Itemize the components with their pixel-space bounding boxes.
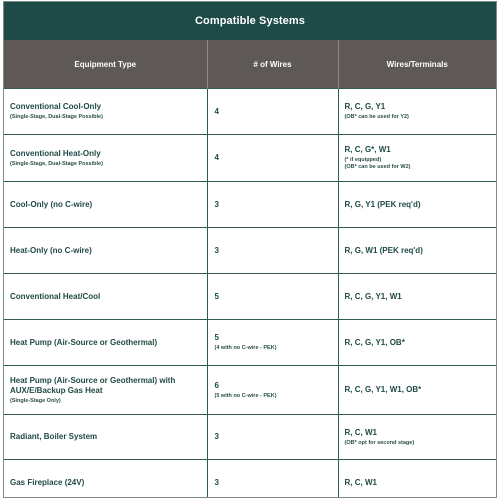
terminals-cell-note: (OB* can be used for W2) bbox=[344, 164, 411, 170]
header-row bbox=[4, 40, 496, 89]
equipment-type-cell bbox=[4, 460, 207, 499]
table-row bbox=[4, 89, 496, 135]
equipment-type-cell-note: (Single-Stage, Dual-Stage Possible) bbox=[10, 114, 103, 121]
terminals-cell-value: R, C, W1 bbox=[344, 427, 377, 437]
wire-count-cell-note: (4 with no C-wire - PEK) bbox=[214, 345, 277, 352]
equipment-type-cell bbox=[4, 366, 207, 415]
equipment-type-cell-value: Heat Pump (Air-Source or Geothermal) bbox=[10, 337, 158, 347]
table-row bbox=[4, 415, 496, 460]
wire-count-cell-value: 4 bbox=[214, 153, 219, 162]
equipment-type-cell bbox=[4, 415, 207, 460]
terminals-cell bbox=[338, 415, 496, 460]
table-row bbox=[4, 274, 496, 320]
equipment-type-cell bbox=[4, 320, 207, 366]
wire-count-cell-value: 5 bbox=[214, 333, 219, 343]
compatible-systems-table bbox=[4, 40, 496, 498]
terminals-cell-note: (OB* can be used for Y2) bbox=[344, 114, 409, 121]
terminals-cell-value: R, C, G*, W1 bbox=[344, 145, 391, 155]
terminals-cell-value: R, C, G, Y1, W1, OB* bbox=[344, 385, 422, 394]
terminals-cell bbox=[338, 228, 496, 274]
header-wires-terminals: Wires/Terminals bbox=[338, 40, 496, 89]
terminals-cell-value: R, G, W1 (PEK req'd) bbox=[344, 245, 423, 255]
table-row bbox=[4, 228, 496, 274]
table-row bbox=[4, 366, 496, 415]
header-equipment-type: Equipment Type bbox=[4, 40, 207, 89]
wire-count-cell-value: 3 bbox=[214, 477, 219, 487]
wire-count-cell-value: 4 bbox=[214, 106, 219, 116]
terminals-cell-value: R, C, G, Y1, W1 bbox=[344, 291, 402, 301]
wire-count-cell-value: 3 bbox=[214, 199, 219, 209]
wire-count-cell-value: 6 bbox=[214, 380, 219, 390]
equipment-type-cell bbox=[4, 274, 207, 320]
table-row bbox=[4, 460, 496, 499]
wire-count-cell bbox=[207, 182, 338, 228]
equipment-type-cell bbox=[4, 89, 207, 135]
terminals-cell-value: R, C, G, Y1, OB* bbox=[344, 337, 405, 347]
equipment-type-cell-value: Cool-Only (no C-wire) bbox=[10, 199, 93, 209]
wire-count-cell-note: (5 with no C-wire - PEK) bbox=[214, 392, 277, 399]
equipment-type-cell-value: Conventional Heat/Cool bbox=[10, 291, 101, 301]
header-num-wires: # of Wires bbox=[207, 40, 338, 89]
wire-count-cell bbox=[207, 320, 338, 366]
terminals-cell-note: (OB* opt for second stage) bbox=[344, 439, 415, 446]
wire-count-cell bbox=[207, 228, 338, 274]
equipment-type-cell-value: Gas Fireplace (24V) bbox=[10, 477, 85, 487]
wire-count-cell-value: 5 bbox=[214, 291, 219, 301]
terminals-cell bbox=[338, 182, 496, 228]
equipment-type-cell-value: Conventional Cool-Only bbox=[10, 102, 102, 112]
terminals-cell-value: R, C, G, Y1 bbox=[344, 102, 386, 112]
wire-count-cell bbox=[207, 89, 338, 135]
terminals-cell bbox=[338, 366, 496, 415]
terminals-cell bbox=[338, 274, 496, 320]
wire-count-cell bbox=[207, 274, 338, 320]
equipment-type-cell-value: Heat-Only (no C-wire) bbox=[10, 245, 92, 255]
compatible-systems-table-container bbox=[3, 1, 497, 498]
equipment-type-cell-note: (Single-Stage Only) bbox=[10, 397, 61, 404]
terminals-cell bbox=[338, 320, 496, 366]
wire-count-cell bbox=[207, 135, 338, 182]
table-row bbox=[4, 135, 496, 182]
terminals-cell-value: R, C, W1 bbox=[344, 477, 377, 487]
wire-count-cell bbox=[207, 415, 338, 460]
terminals-cell bbox=[338, 135, 496, 182]
table-title: Compatible Systems bbox=[4, 2, 496, 40]
equipment-type-cell bbox=[4, 135, 207, 182]
equipment-type-cell-value: Radiant, Boiler System bbox=[10, 432, 98, 441]
terminals-cell-note: (* if equipped) bbox=[344, 157, 382, 164]
wire-count-cell bbox=[207, 460, 338, 499]
wire-count-cell-value: 3 bbox=[214, 432, 219, 441]
equipment-type-cell-value: Conventional Heat-Only bbox=[10, 148, 101, 158]
wire-count-cell-value: 3 bbox=[214, 245, 219, 255]
terminals-cell bbox=[338, 89, 496, 135]
equipment-type-cell bbox=[4, 182, 207, 228]
wire-count-cell bbox=[207, 366, 338, 415]
equipment-type-cell bbox=[4, 228, 207, 274]
equipment-type-cell-value: Heat Pump (Air-Source or Geothermal) with AUX/E/Backup Gas Heat bbox=[10, 375, 176, 395]
terminals-cell-value: R, G, Y1 (PEK req'd) bbox=[344, 199, 421, 209]
terminals-cell bbox=[338, 460, 496, 499]
equipment-type-cell-note: (Single-Stage, Dual-Stage Possible) bbox=[10, 160, 103, 167]
table-row bbox=[4, 182, 496, 228]
table-row bbox=[4, 320, 496, 366]
